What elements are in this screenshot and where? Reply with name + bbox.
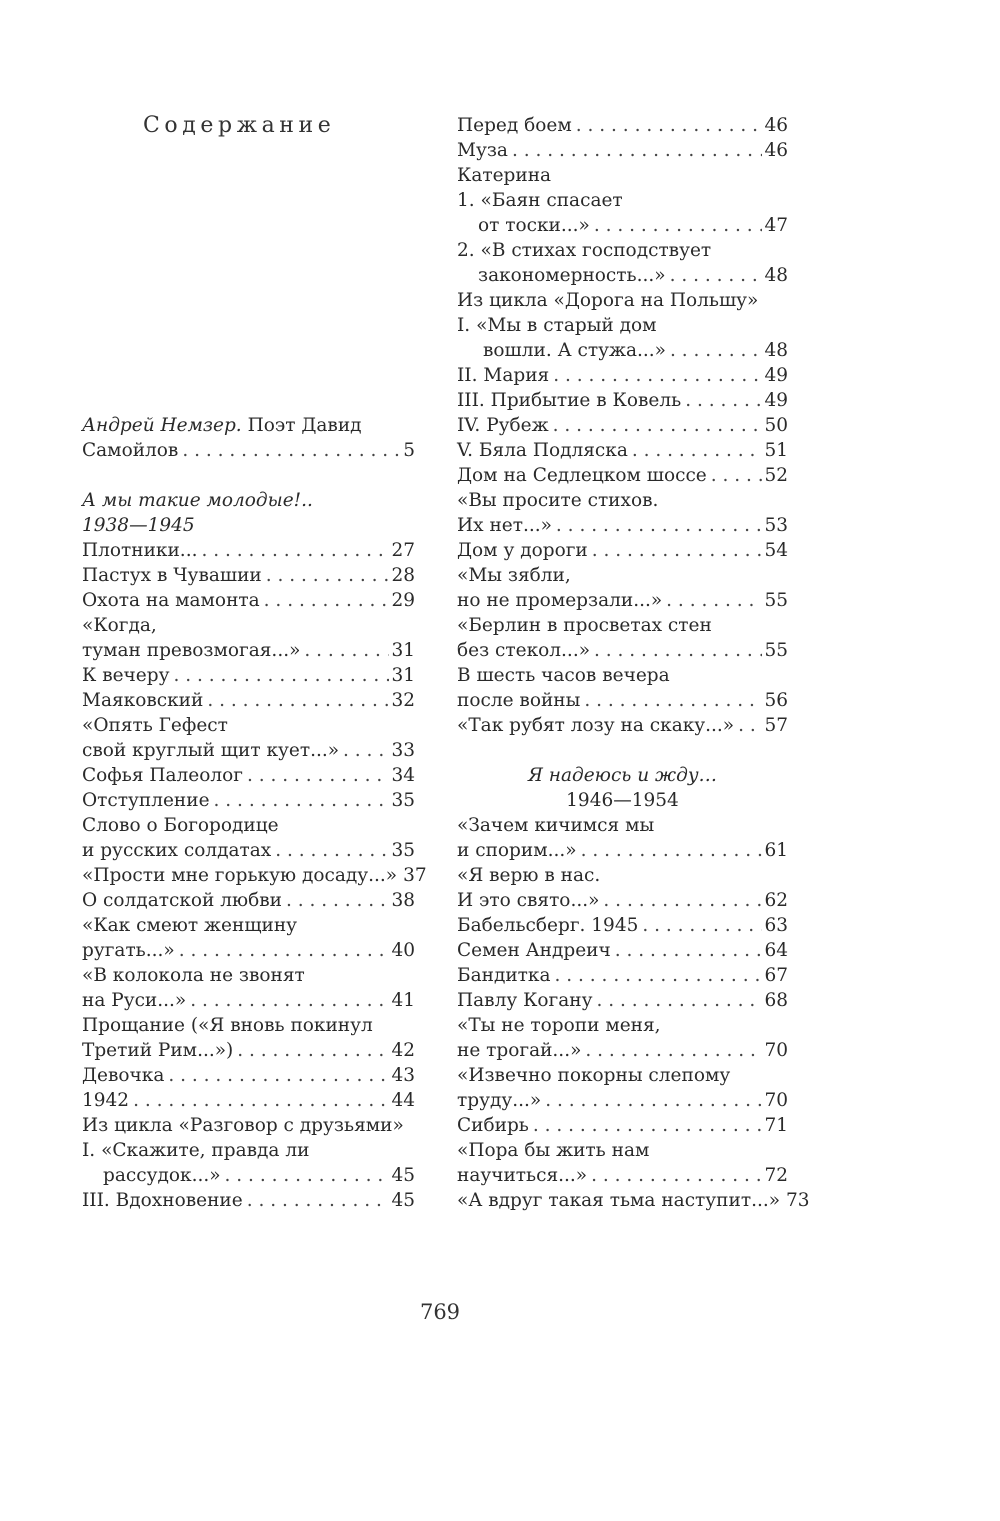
page-ref: 41 (391, 990, 415, 1011)
page-ref: 5 (403, 440, 415, 461)
entry-title: Семен Андреич (457, 940, 611, 961)
entry-title: Отступление (82, 790, 210, 811)
dot-leader (197, 538, 389, 563)
dot-leader (580, 688, 762, 713)
page-ref: 55 (764, 590, 788, 611)
toc-entry (82, 813, 415, 838)
page-ref: 44 (391, 1090, 415, 1111)
page-ref: 63 (764, 915, 788, 936)
toc-entry (82, 738, 415, 763)
toc-column-right (457, 113, 810, 1213)
dot-leader (210, 788, 390, 813)
entry-title: Дом у дороги (457, 540, 588, 561)
toc-entry (457, 663, 788, 688)
entry-title: «Берлин в просветах стен (457, 615, 712, 636)
dot-leader (707, 463, 763, 488)
entry-title: ругать...» (82, 940, 175, 961)
entry-title: III. Прибытие в Ковель (457, 390, 682, 411)
entry-title: «Как смеют женщину (82, 915, 298, 936)
entry-title: Их нет...» (457, 515, 552, 536)
page-ref: 64 (764, 940, 788, 961)
toc-entry (457, 388, 788, 413)
entry-title: Слово о Богородице (82, 815, 279, 836)
dot-leader (599, 888, 762, 913)
entry-title: без стекол...» (457, 640, 591, 661)
toc-entry (82, 1188, 415, 1213)
page-ref: 38 (391, 890, 415, 911)
dot-leader (221, 1163, 390, 1188)
toc-entry (82, 788, 415, 813)
page-ref: 35 (391, 790, 415, 811)
entry-title: «Вы просите стихов. (457, 490, 659, 511)
entry-title: Маяковский (82, 690, 204, 711)
dot-leader (169, 663, 389, 688)
entry-title: Бандитка (457, 965, 551, 986)
toc-entry (457, 413, 788, 438)
entry-title: «Пора бы жить нам (457, 1140, 650, 1161)
page-ref: 67 (764, 965, 788, 986)
entry-title: после войны (457, 690, 581, 711)
entry-title: туман превозмогая...» (82, 640, 301, 661)
page-ref: 32 (391, 690, 415, 711)
toc-entry (457, 138, 788, 163)
page-ref: 33 (391, 740, 415, 761)
page-ref: 55 (764, 640, 788, 661)
entry-title: не трогай...» (457, 1040, 582, 1061)
toc-entry (457, 1138, 788, 1163)
entry-title: 1. «Баян спасает (457, 190, 623, 211)
entry-title: 2. «В стихах господствует (457, 240, 712, 261)
page-ref: 31 (391, 640, 415, 661)
toc-entry (457, 1013, 788, 1038)
page-ref: 46 (764, 115, 788, 136)
page-ref: 53 (764, 515, 788, 536)
dot-leader (186, 988, 389, 1013)
section-title: А мы такие молодые!.. (82, 490, 313, 511)
toc-entry (457, 513, 788, 538)
toc-entry (457, 988, 788, 1013)
entry-title: закономерность...» (478, 265, 666, 286)
toc-entry (82, 588, 415, 613)
entry-title: Третий Рим...») (82, 1040, 234, 1061)
dot-leader (549, 413, 763, 438)
page-ref: 31 (391, 665, 415, 686)
entry-title: «Прости мне горькую досаду...» (82, 865, 398, 886)
entry-title: I. «Мы в старый дом (457, 315, 657, 336)
toc-entry (457, 113, 788, 138)
toc-entry (457, 488, 788, 513)
toc-entry (457, 1038, 788, 1063)
intro-title-cont: Самойлов (82, 440, 179, 461)
entry-title: Дом на Седлецком шоссе (457, 465, 707, 486)
dot-leader (339, 738, 389, 763)
entry-title: «А вдруг такая тьма наступит...» (457, 1190, 781, 1211)
entry-title: Из цикла «Разговор с друзьями» (82, 1115, 404, 1136)
dot-leader (590, 638, 762, 663)
page-ref: 68 (764, 990, 788, 1011)
toc-entry (457, 163, 788, 188)
dot-leader (581, 1038, 762, 1063)
toc-entry (457, 213, 788, 238)
entry-title: К вечеру (82, 665, 170, 686)
section-years: 1938—1945 (82, 515, 195, 536)
toc-entry (457, 688, 788, 713)
page-ref: 62 (764, 890, 788, 911)
toc-entry-intro-line1 (82, 413, 415, 438)
toc-entry (82, 763, 415, 788)
dot-leader (282, 888, 389, 913)
entry-title: IV. Рубеж (457, 415, 549, 436)
toc-entry (457, 613, 788, 638)
dot-leader (164, 1063, 389, 1088)
dot-leader (628, 438, 763, 463)
page-ref: 45 (391, 1190, 415, 1211)
page-ref: 70 (764, 1090, 788, 1111)
entry-title: О солдатской любви (82, 890, 282, 911)
page-ref: 52 (764, 465, 788, 486)
dot-leader (203, 688, 389, 713)
page-ref: 61 (764, 840, 788, 861)
dot-leader (541, 1088, 762, 1113)
entry-title: Муза (457, 140, 508, 161)
entry-title: на Руси...» (82, 990, 187, 1011)
entry-title: Павлу Когану (457, 990, 593, 1011)
toc-entry (82, 1113, 415, 1138)
page-ref: 49 (764, 365, 788, 386)
page-ref: 29 (391, 590, 415, 611)
dot-leader (300, 638, 389, 663)
toc-entry (82, 1063, 415, 1088)
entry-title: III. Вдохновение (82, 1190, 243, 1211)
toc-entry (82, 888, 415, 913)
entry-title: Прощание («Я вновь покинул (82, 1015, 373, 1036)
page-ref: 50 (764, 415, 788, 436)
toc-entry (457, 888, 788, 913)
dot-leader (662, 588, 762, 613)
section-title: Я надеюсь и жду… (527, 765, 718, 786)
page-ref: 40 (391, 940, 415, 961)
toc-entry (82, 963, 415, 988)
toc-entry (82, 913, 415, 938)
entry-title: «Мы зябли, (457, 565, 571, 586)
page-ref: 46 (764, 140, 788, 161)
toc-list (457, 113, 788, 738)
entry-title: Плотники... (82, 540, 198, 561)
entry-title: «Зачем кичимся мы (457, 815, 655, 836)
entry-title: от тоски...» (478, 215, 590, 236)
page-ref: 47 (764, 215, 788, 236)
entry-title: «Ты не торопи меня, (457, 1015, 661, 1036)
entry-title: «Когда, (82, 615, 157, 636)
section-years: 1946—1954 (566, 790, 679, 811)
dot-leader (243, 1188, 390, 1213)
entry-title: «В колокола не звонят (82, 965, 305, 986)
intro-author: Андрей Немзер. (82, 415, 242, 436)
entry-title: I. «Скажите, правда ли (82, 1140, 310, 1161)
page-number: 769 (419, 1300, 461, 1324)
intro-title: Поэт Давид (241, 415, 362, 436)
dot-leader (593, 988, 763, 1013)
entry-title: Бабельсберг. 1945 (457, 915, 639, 936)
toc-entry (457, 538, 788, 563)
toc-entry-intro-line2 (82, 438, 415, 463)
entry-title: и спорим...» (457, 840, 577, 861)
entry-title: «Так рубят лозу на скаку...» (457, 715, 735, 736)
page-ref: 42 (391, 1040, 415, 1061)
toc-entry (82, 1138, 415, 1163)
entry-title: рассудок...» (103, 1165, 221, 1186)
entry-title: вошли. А стужа...» (483, 340, 666, 361)
entry-title: «Опять Гефест (82, 715, 228, 736)
toc-list (457, 813, 810, 1213)
toc-entry (457, 363, 788, 388)
toc-entry (457, 563, 788, 588)
toc-entry (457, 1088, 788, 1113)
page-ref: 54 (764, 540, 788, 561)
dot-leader (590, 213, 763, 238)
toc-entry (82, 938, 415, 963)
toc-entry (82, 688, 415, 713)
toc-entry (82, 663, 415, 688)
entry-title: Из цикла «Дорога на Польшу» (457, 290, 759, 311)
toc-entry (457, 463, 788, 488)
toc-entry (457, 1188, 810, 1213)
entry-title: Охота на мамонта (82, 590, 260, 611)
toc-entry (457, 188, 788, 213)
entry-title: Катерина (457, 165, 552, 186)
dot-leader (666, 263, 763, 288)
dot-leader (271, 838, 389, 863)
entry-title: Пастух в Чувашии (82, 565, 262, 586)
toc-entry (457, 1063, 788, 1088)
toc-entry (82, 563, 415, 588)
toc-entry (457, 438, 788, 463)
toc-entry (457, 263, 788, 288)
entry-title: Софья Палеолог (82, 765, 243, 786)
page-ref: 45 (391, 1165, 415, 1186)
dot-leader (577, 838, 763, 863)
entry-title: Сибирь (457, 1115, 529, 1136)
toc-entry (82, 838, 415, 863)
dot-leader (551, 963, 763, 988)
toc-entry (82, 988, 415, 1013)
dot-leader (260, 588, 390, 613)
toc-entry (82, 863, 427, 888)
toc-entry (457, 813, 788, 838)
toc-entry (82, 1088, 415, 1113)
dot-leader (262, 563, 390, 588)
entry-title: научиться...» (457, 1165, 588, 1186)
page-ref: 28 (391, 565, 415, 586)
page-ref: 70 (764, 1040, 788, 1061)
toc-entry (82, 613, 415, 638)
entry-title: Перед боем (457, 115, 572, 136)
dot-leader (129, 1088, 389, 1113)
entry-title: 1942 (82, 1090, 130, 1111)
entry-title: Девочка (82, 1065, 165, 1086)
dot-leader (611, 938, 763, 963)
page-ref: 48 (764, 265, 788, 286)
toc-entry (457, 913, 788, 938)
page-ref: 57 (764, 715, 788, 736)
dot-leader (175, 938, 390, 963)
toc-entry (82, 638, 415, 663)
page-ref: 43 (391, 1065, 415, 1086)
entry-title: но не промерзали...» (457, 590, 663, 611)
page-ref: 35 (391, 840, 415, 861)
dot-leader (734, 713, 762, 738)
toc-entry (457, 713, 788, 738)
toc-entry (82, 713, 415, 738)
toc-entry (457, 288, 788, 313)
page-ref: 37 (403, 865, 427, 886)
page-ref: 27 (391, 540, 415, 561)
toc-entry (82, 1163, 415, 1188)
toc-entry (457, 938, 788, 963)
page-ref: 48 (764, 340, 788, 361)
entry-title: свой круглый щит кует...» (82, 740, 340, 761)
dot-leader (681, 388, 762, 413)
entry-title: V. Бяла Подляска (457, 440, 628, 461)
entry-title: и русских солдатах (82, 840, 272, 861)
toc-entry (457, 588, 788, 613)
dot-leader (243, 763, 389, 788)
toc-entry (457, 313, 788, 338)
toc-list (82, 538, 427, 1213)
entry-title: «Извечно покорны слепому (457, 1065, 731, 1086)
page-ref: 34 (391, 765, 415, 786)
dot-leader (529, 1113, 763, 1138)
dot-leader (572, 113, 763, 138)
page-ref: 71 (764, 1115, 788, 1136)
entry-title: «Я верю в нас. (457, 865, 601, 886)
toc-entry (457, 963, 788, 988)
toc-entry (457, 1113, 788, 1138)
entry-title: В шесть часов вечера (457, 665, 670, 686)
page-ref: 51 (764, 440, 788, 461)
dot-leader (638, 913, 762, 938)
entry-title: II. Мария (457, 365, 550, 386)
toc-entry (457, 838, 788, 863)
dot-leader (587, 1163, 762, 1188)
toc-entry (457, 1163, 788, 1188)
toc-column-left (82, 413, 427, 1213)
toc-entry (457, 638, 788, 663)
page-ref: 73 (786, 1190, 810, 1211)
page-title: Содержание (143, 113, 336, 138)
page-ref: 56 (764, 690, 788, 711)
page-ref: 49 (764, 390, 788, 411)
toc-entry (457, 238, 788, 263)
toc-entry (457, 338, 788, 363)
page-ref: 72 (764, 1165, 788, 1186)
toc-entry (457, 863, 788, 888)
dot-leader (666, 338, 762, 363)
dot-leader (508, 138, 763, 163)
toc-entry (82, 1038, 415, 1063)
toc-entry (82, 538, 415, 563)
entry-title: труду...» (457, 1090, 542, 1111)
dot-leader (552, 513, 763, 538)
toc-entry (82, 1013, 415, 1038)
dot-leader (549, 363, 762, 388)
dot-leader (588, 538, 763, 563)
entry-title: И это свято...» (457, 890, 600, 911)
dot-leader (233, 1038, 389, 1063)
